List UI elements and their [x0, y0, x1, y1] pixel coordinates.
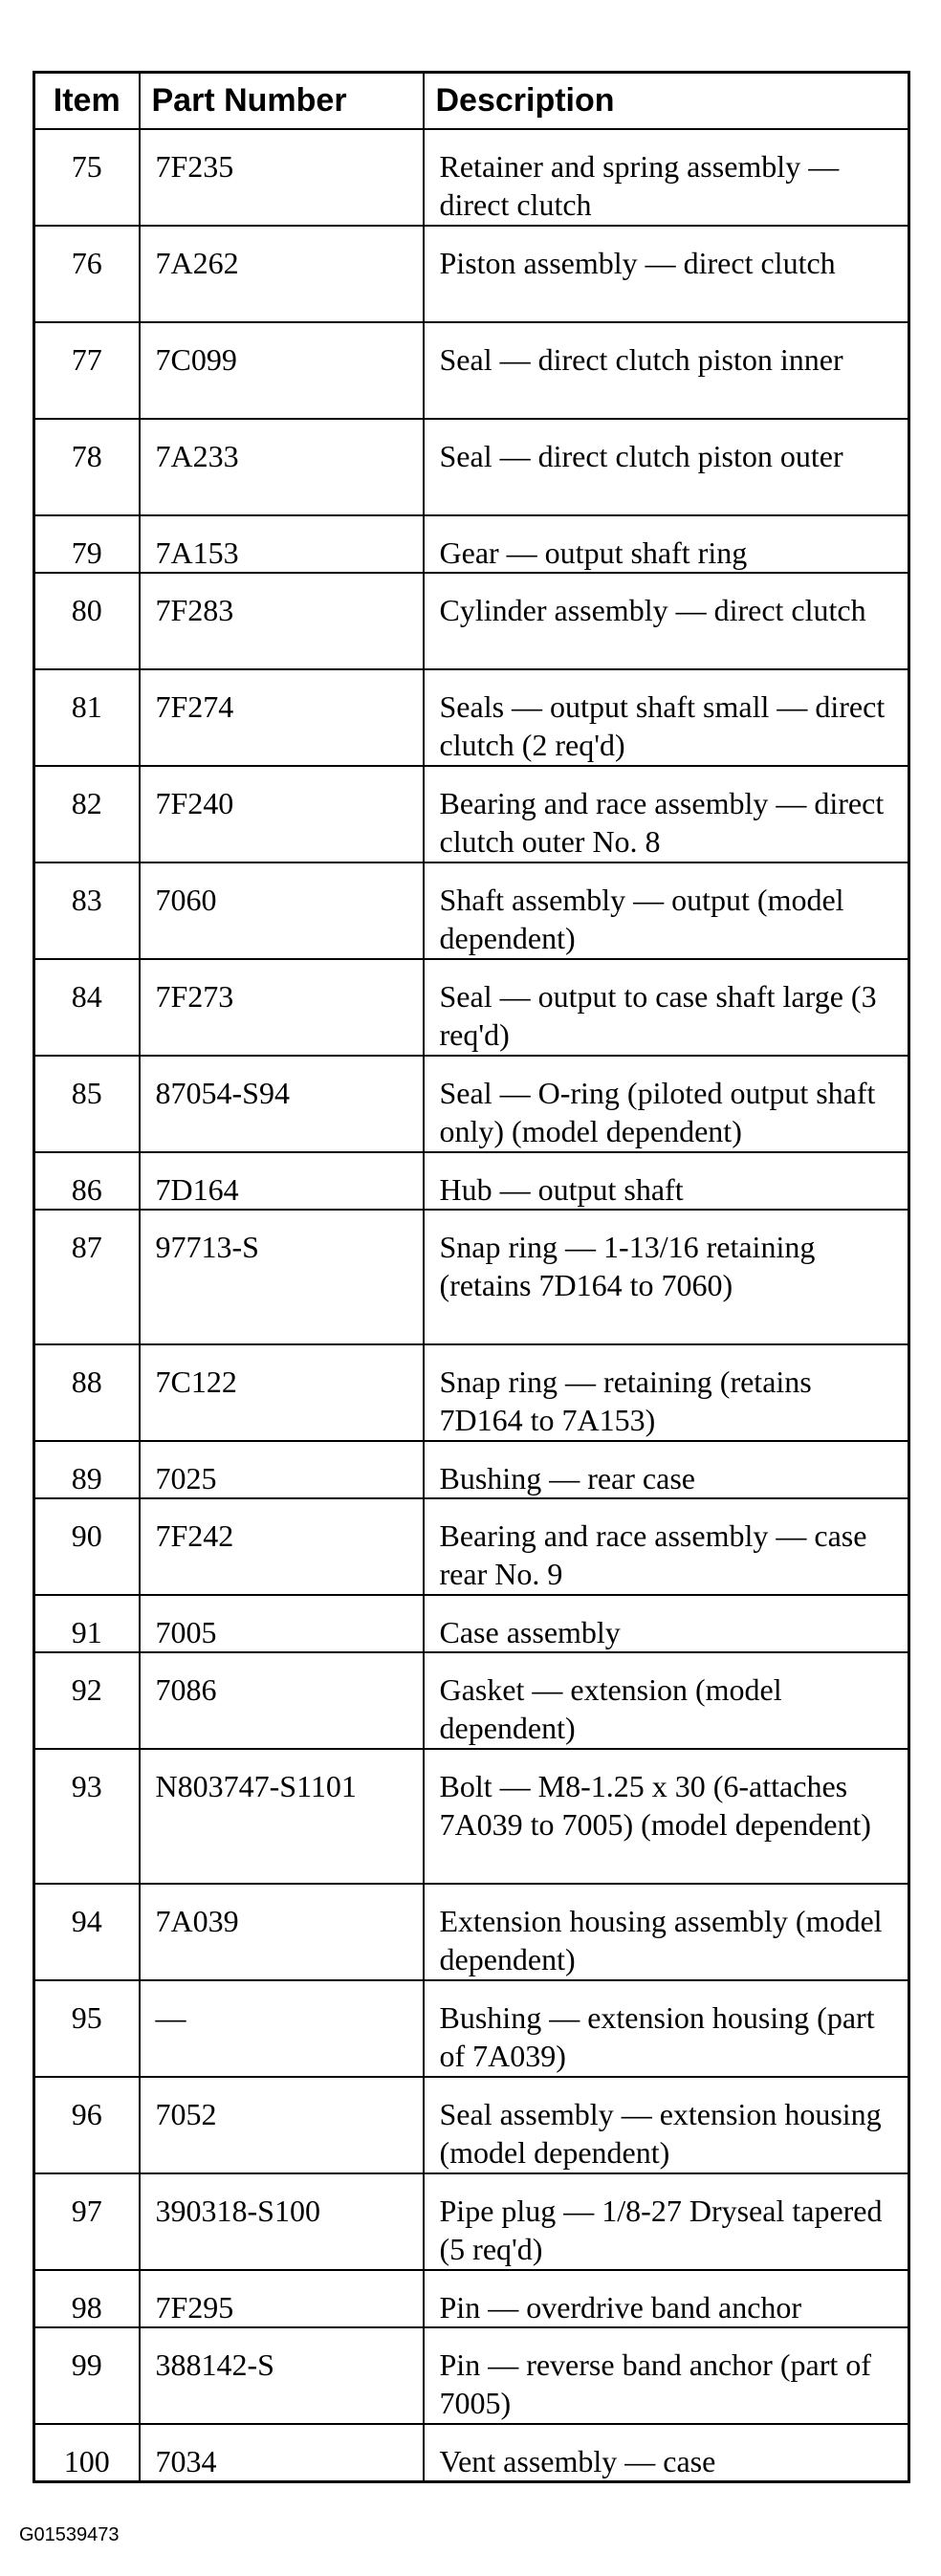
table-row — [34, 862, 909, 959]
cell-description: Seal assembly — extension housing (model dependent) — [424, 2077, 909, 2173]
cell-item: 79 — [34, 515, 140, 573]
cell-item: 87 — [34, 1210, 140, 1344]
cell-item: 83 — [34, 862, 140, 959]
cell-part-number: 7005 — [140, 1595, 424, 1652]
table-row — [34, 515, 909, 573]
cell-description: Snap ring — 1-13/16 retaining (retains 7D164 to 7060) — [424, 1210, 909, 1344]
cell-part-number: 388142-S — [140, 2327, 424, 2424]
cell-item: 80 — [34, 573, 140, 669]
table-row — [34, 959, 909, 1056]
cell-description: Cylinder assembly — direct clutch — [424, 573, 909, 669]
cell-part-number: N803747-S1101 — [140, 1749, 424, 1884]
cell-item: 78 — [34, 419, 140, 515]
cell-part-number: 7A039 — [140, 1884, 424, 1980]
table-row — [34, 1980, 909, 2077]
cell-part-number: 7F295 — [140, 2270, 424, 2327]
cell-part-number: 7086 — [140, 1652, 424, 1749]
cell-description: Pipe plug — 1/8-27 Dryseal tapered (5 req'd) — [424, 2173, 909, 2270]
table-row — [34, 1056, 909, 1152]
table-row — [34, 669, 909, 766]
table-row — [34, 2270, 909, 2327]
cell-part-number: 97713-S — [140, 1210, 424, 1344]
cell-description: Retainer and spring assembly — direct clutch — [424, 129, 909, 226]
cell-description: Extension housing assembly (model dependent) — [424, 1884, 909, 1980]
cell-description: Seals — output shaft small — direct clutch (2 req'd) — [424, 669, 909, 766]
cell-item: 99 — [34, 2327, 140, 2424]
cell-description: Shaft assembly — output (model dependent) — [424, 862, 909, 959]
cell-part-number: 7A153 — [140, 515, 424, 573]
cell-item: 97 — [34, 2173, 140, 2270]
table-row — [34, 573, 909, 669]
table-row — [34, 1344, 909, 1441]
cell-item: 89 — [34, 1441, 140, 1498]
table-row — [34, 2173, 909, 2270]
table-row — [34, 1210, 909, 1344]
cell-description: Pin — overdrive band anchor — [424, 2270, 909, 2327]
cell-item: 84 — [34, 959, 140, 1056]
table-row — [34, 322, 909, 419]
cell-item: 93 — [34, 1749, 140, 1884]
cell-item: 92 — [34, 1652, 140, 1749]
table-row — [34, 2077, 909, 2173]
cell-description: Seal — direct clutch piston inner — [424, 322, 909, 419]
cell-description: Case assembly — [424, 1595, 909, 1652]
cell-description: Piston assembly — direct clutch — [424, 226, 909, 322]
table-row — [34, 1152, 909, 1210]
cell-part-number: 7034 — [140, 2424, 424, 2482]
cell-description: Seal — output to case shaft large (3 req'd) — [424, 959, 909, 1056]
cell-part-number: 7060 — [140, 862, 424, 959]
cell-part-number: 390318-S100 — [140, 2173, 424, 2270]
cell-description: Seal — O-ring (piloted output shaft only) (model dependent) — [424, 1056, 909, 1152]
cell-description: Seal — direct clutch piston outer — [424, 419, 909, 515]
cell-description: Bushing — extension housing (part of 7A039) — [424, 1980, 909, 2077]
figure-id: G01539473 — [19, 2524, 120, 2545]
cell-part-number: 7F235 — [140, 129, 424, 226]
cell-item: 100 — [34, 2424, 140, 2482]
cell-item: 86 — [34, 1152, 140, 1210]
table-row — [34, 1498, 909, 1595]
cell-description: Bearing and race assembly — case rear No. 9 — [424, 1498, 909, 1595]
cell-item: 77 — [34, 322, 140, 419]
table-row — [34, 766, 909, 862]
cell-description: Pin — reverse band anchor (part of 7005) — [424, 2327, 909, 2424]
cell-part-number: 7D164 — [140, 1152, 424, 1210]
cell-item: 91 — [34, 1595, 140, 1652]
cell-description: Vent assembly — case — [424, 2424, 909, 2482]
table-row — [34, 1595, 909, 1652]
cell-item: 85 — [34, 1056, 140, 1152]
cell-part-number: 7052 — [140, 2077, 424, 2173]
cell-description: Hub — output shaft — [424, 1152, 909, 1210]
cell-part-number: 87054-S94 — [140, 1056, 424, 1152]
table-row — [34, 226, 909, 322]
cell-description: Gear — output shaft ring — [424, 515, 909, 573]
cell-item: 76 — [34, 226, 140, 322]
cell-part-number: 7F242 — [140, 1498, 424, 1595]
cell-description: Gasket — extension (model dependent) — [424, 1652, 909, 1749]
cell-part-number: 7F273 — [140, 959, 424, 1056]
cell-part-number: 7A262 — [140, 226, 424, 322]
cell-description: Bearing and race assembly — direct clutch outer No. 8 — [424, 766, 909, 862]
table-row — [34, 2424, 909, 2482]
cell-item: 90 — [34, 1498, 140, 1595]
table-row — [34, 1652, 909, 1749]
header-description: Description — [424, 73, 909, 130]
cell-item: 88 — [34, 1344, 140, 1441]
cell-item: 75 — [34, 129, 140, 226]
header-item: Item — [34, 73, 140, 130]
cell-item: 94 — [34, 1884, 140, 1980]
cell-part-number: 7A233 — [140, 419, 424, 515]
cell-item: 96 — [34, 2077, 140, 2173]
cell-part-number: 7F283 — [140, 573, 424, 669]
cell-item: 98 — [34, 2270, 140, 2327]
table-row — [34, 419, 909, 515]
header-part-number: Part Number — [140, 73, 424, 130]
cell-part-number: 7025 — [140, 1441, 424, 1498]
cell-description: Bolt — M8-1.25 x 30 (6-attaches 7A039 to 7005) (model dependent) — [424, 1749, 909, 1884]
cell-part-number: 7C099 — [140, 322, 424, 419]
cell-part-number: 7C122 — [140, 1344, 424, 1441]
cell-description: Snap ring — retaining (retains 7D164 to 7A153) — [424, 1344, 909, 1441]
cell-item: 82 — [34, 766, 140, 862]
cell-item: 95 — [34, 1980, 140, 2077]
table-row — [34, 1884, 909, 1980]
table-row — [34, 1749, 909, 1884]
parts-table — [33, 71, 910, 2483]
parts-body — [34, 129, 909, 2482]
cell-part-number: — — [140, 1980, 424, 2077]
table-row — [34, 2327, 909, 2424]
cell-description: Bushing — rear case — [424, 1441, 909, 1498]
header-row — [34, 73, 909, 130]
cell-part-number: 7F240 — [140, 766, 424, 862]
cell-item: 81 — [34, 669, 140, 766]
cell-part-number: 7F274 — [140, 669, 424, 766]
table-row — [34, 1441, 909, 1498]
table-row — [34, 129, 909, 226]
